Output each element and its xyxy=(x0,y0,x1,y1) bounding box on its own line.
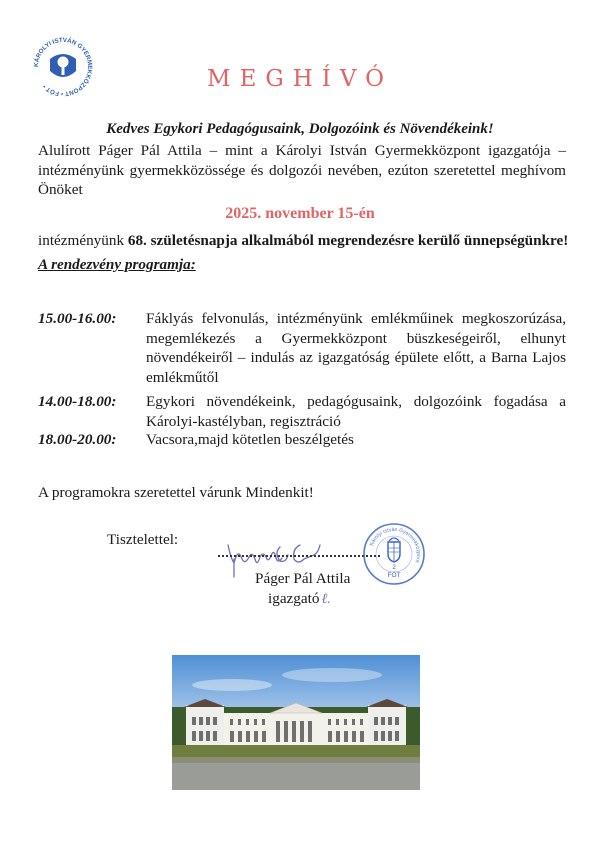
program-heading: A rendezvény programja: xyxy=(38,256,196,273)
program-row xyxy=(38,430,566,450)
initial-mark-icon: ℓ. xyxy=(321,592,331,607)
signature-line xyxy=(218,555,380,557)
closing-line: A programokra szeretettel várunk Mindenkit! xyxy=(38,484,314,501)
program-row xyxy=(38,392,566,432)
occasion-bold: 68. születésnapja alkalmából megrendezésre kerülő ünnepségünkre! xyxy=(127,232,569,249)
event-date: 2025. november 15-én xyxy=(225,205,375,222)
stamp-place: FÓT xyxy=(387,572,401,579)
official-stamp xyxy=(362,522,426,586)
occasion-prefix: intézményünk xyxy=(38,232,128,249)
greeting: Kedves Egykori Pedagógusaink, Dolgozóink és Növendékeink! xyxy=(106,121,494,137)
intro-paragraph: Alulírott Páger Pál Attila – mint a Károlyi István Gyermekközpont igazgatója – intézményünk gyermekközössége és dolgozói nevében, ezúton szeretettel meghívom Önöket xyxy=(38,142,566,198)
signatory-title-text: igazgató xyxy=(268,590,320,607)
program-time: 18.00-20.00: xyxy=(38,431,117,448)
stamp-text: Károlyi István Gyermekközpont xyxy=(368,526,422,564)
occasion-line xyxy=(38,232,578,250)
regards: Tisztelettel: xyxy=(107,531,179,548)
stamp-crest-icon xyxy=(362,522,426,586)
karolyi-castle-image xyxy=(172,655,420,790)
program-time: 15.00-16.00: xyxy=(38,310,117,327)
stamp-number: 2 xyxy=(392,565,396,571)
program-row xyxy=(38,309,566,389)
program-time: 14.00-18.00: xyxy=(38,393,117,410)
document-title: MEGHÍVÓ xyxy=(207,66,393,92)
program-description: Fáklyás felvonulás, intézményünk emlékműinek megkoszorúzása, megemlékezés a Gyermekközpont büszkeségeiről, elhunyt növendékeiről – indulás az igazgatóság épülete előtt, a Barna Lajos emlékműtől xyxy=(146,310,566,386)
castle-photo xyxy=(172,655,420,790)
signatory-name: Páger Pál Attila xyxy=(255,570,351,587)
program-description: Egykori növendékeink, pedagógusaink, dolgozóink fogadása a Károlyi-kastélyban, regisztráció xyxy=(146,393,566,430)
program-description: Vacsora,majd kötetlen beszélgetés xyxy=(146,431,354,448)
logo-text: KÁROLYI ISTVÁN GYERMEKKÖZPONT • FÓT • xyxy=(32,36,94,98)
signatory-title xyxy=(268,590,331,608)
